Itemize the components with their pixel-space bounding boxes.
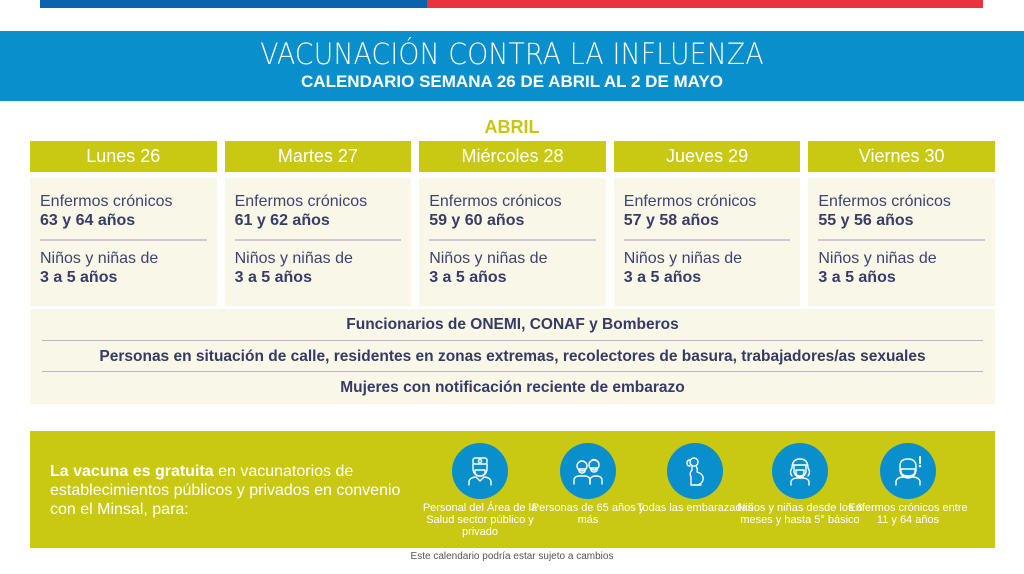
day-body — [225, 178, 412, 306]
free-vaccine-bold: La vacuna es gratuita — [50, 463, 214, 480]
flag-stripe-red — [427, 0, 983, 8]
free-vaccine-rest: en vacunatorios de establecimientos públicos y privados en convenio con el Minsal, para: — [50, 463, 401, 518]
day-columns — [30, 141, 995, 306]
target-label: Niños y niñas desde los 6 meses y hasta 5° básico — [737, 502, 863, 526]
chronic-label: Enfermos crónicos — [234, 193, 368, 210]
day-column-monday — [30, 141, 217, 306]
day-column-friday — [808, 141, 995, 306]
day-body — [30, 178, 217, 306]
chronic-ages: 57 y 58 años — [623, 212, 719, 229]
month-label: ABRIL — [484, 117, 540, 137]
kids-label: Niños y niñas de — [234, 250, 353, 267]
day-body — [419, 178, 606, 306]
doctor-icon — [452, 443, 508, 499]
kids-label: Niños y niñas de — [818, 250, 937, 267]
target-label: Personas de 65 años y más — [531, 502, 645, 526]
page-title: VACUNACIÓN CONTRA LA INFLUENZA — [260, 37, 764, 71]
disclaimer-footnote: Este calendario podría estar sujeto a cambios — [410, 551, 614, 562]
target-label: Personal del Área de la Salud sector público y privado — [422, 502, 538, 538]
day-column-thursday — [614, 141, 801, 306]
kids-ages: 3 a 5 años — [429, 269, 507, 286]
kids-ages: 3 a 5 años — [818, 269, 896, 286]
free-vaccine-text — [50, 462, 410, 519]
target-groups — [415, 440, 990, 548]
chronic-label: Enfermos crónicos — [40, 193, 173, 210]
group-row: Personas en situación de calle, residentes en zonas extremas, recolectores de basura, trabajadores/as sexuales — [42, 340, 983, 371]
flag-stripe-blue — [40, 0, 427, 8]
target-chronic — [843, 440, 973, 526]
chronic-patient-icon — [880, 443, 936, 499]
group-row: Funcionarios de ONEMI, CONAF y Bomberos — [346, 316, 679, 333]
kids-ages: 3 a 5 años — [623, 269, 702, 286]
divider — [818, 239, 985, 241]
day-column-tuesday — [225, 141, 412, 306]
flag-stripe — [40, 0, 983, 8]
chronic-label: Enfermos crónicos — [818, 193, 951, 210]
day-column-wednesday — [419, 141, 606, 306]
day-header: Miércoles 28 — [419, 141, 606, 172]
kids-ages: 3 a 5 años — [40, 269, 118, 286]
pregnant-woman-icon — [667, 443, 723, 499]
day-header: Martes 27 — [225, 141, 412, 172]
kids-label: Niños y niñas de — [429, 250, 548, 267]
target-label: Enfermos crónicos entre 11 y 64 años — [848, 502, 968, 526]
all-week-groups — [30, 309, 995, 404]
child-mask-icon — [772, 443, 828, 499]
chronic-label: Enfermos crónicos — [623, 193, 757, 210]
elderly-couple-icon — [560, 443, 616, 499]
divider — [429, 239, 596, 241]
day-body — [614, 178, 801, 306]
page-subtitle: CALENDARIO SEMANA 26 DE ABRIL AL 2 DE MAYO — [301, 72, 723, 91]
header-banner — [0, 31, 1024, 101]
group-row: Mujeres con notificación reciente de embarazo — [42, 371, 983, 402]
day-header: Jueves 29 — [614, 141, 801, 172]
target-label: Todas las embarazadas — [636, 502, 754, 514]
chronic-ages: 61 y 62 años — [234, 212, 330, 229]
chronic-label: Enfermos crónicos — [429, 193, 562, 210]
divider — [40, 239, 207, 241]
day-header: Viernes 30 — [808, 141, 995, 172]
chronic-ages: 59 y 60 años — [429, 212, 525, 229]
divider — [235, 239, 402, 241]
kids-ages: 3 a 5 años — [234, 269, 312, 286]
kids-label: Niños y niñas de — [40, 250, 159, 267]
kids-label: Niños y niñas de — [623, 250, 743, 267]
chronic-ages: 55 y 56 años — [818, 212, 914, 229]
day-header: Lunes 26 — [30, 141, 217, 172]
divider — [624, 239, 791, 241]
day-body — [808, 178, 995, 306]
free-vaccine-panel — [30, 431, 995, 548]
chronic-ages: 63 y 64 años — [40, 212, 136, 229]
